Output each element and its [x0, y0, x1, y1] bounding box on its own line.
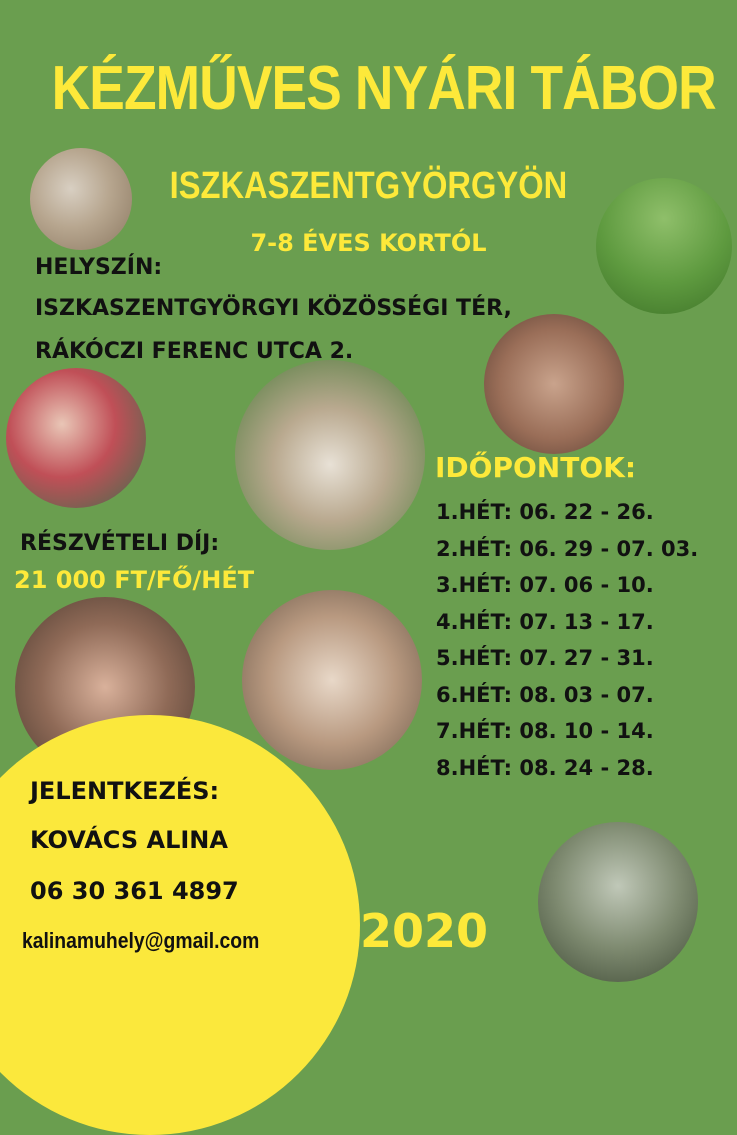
photo-kids-map — [242, 590, 422, 770]
photo-group-table — [235, 360, 425, 550]
contact-name: KOVÁCS ALINA — [30, 826, 228, 854]
photo-kids-circle — [484, 314, 624, 454]
page-title: KÉZMŰVES NYÁRI TÁBOR — [51, 54, 716, 123]
contact-email[interactable]: kalinamuhely@gmail.com — [22, 928, 260, 953]
schedule-week-4: 4.HÉT: 07. 13 - 17. — [436, 609, 654, 634]
schedule-title: IDŐPONTOK: — [435, 451, 637, 484]
location-label: HELYSZÍN: — [35, 255, 163, 280]
schedule-week-1: 1.HÉT: 06. 22 - 26. — [436, 500, 654, 524]
contact-phone: 06 30 361 4897 — [30, 877, 239, 905]
fee-label: RÉSZVÉTELI DÍJ: — [20, 531, 220, 556]
contact-label: JELENTKEZÉS: — [30, 777, 220, 805]
schedule-list — [436, 494, 698, 786]
fee-value: 21 000 FT/FŐ/HÉT — [14, 566, 255, 594]
event-year: 2020 — [360, 904, 489, 958]
location-line-2: RÁKÓCZI FERENC UTCA 2. — [35, 339, 354, 364]
photo-girl-crafting — [6, 368, 146, 508]
age-note: 7-8 ÉVES KORTÓL — [250, 229, 487, 257]
schedule-week-5: 5.HÉT: 07. 27 - 31. — [436, 646, 654, 670]
schedule-week-7: 7.HÉT: 08. 10 - 14. — [436, 719, 654, 743]
page-subtitle: ISZKASZENTGYÖRGYÖN — [169, 165, 568, 207]
schedule-week-8: 8.HÉT: 08. 24 - 28. — [436, 755, 654, 780]
schedule-week-2: 2.HÉT: 06. 29 - 07. 03. — [436, 536, 699, 561]
schedule-week-3: 3.HÉT: 07. 06 - 10. — [436, 573, 654, 597]
schedule-week-6: 6.HÉT: 08. 03 - 07. — [436, 682, 654, 707]
location-line-1: ISZKASZENTGYÖRGYI KÖZÖSSÉGI TÉR, — [35, 296, 512, 321]
photo-adults-woodwork — [538, 822, 698, 982]
